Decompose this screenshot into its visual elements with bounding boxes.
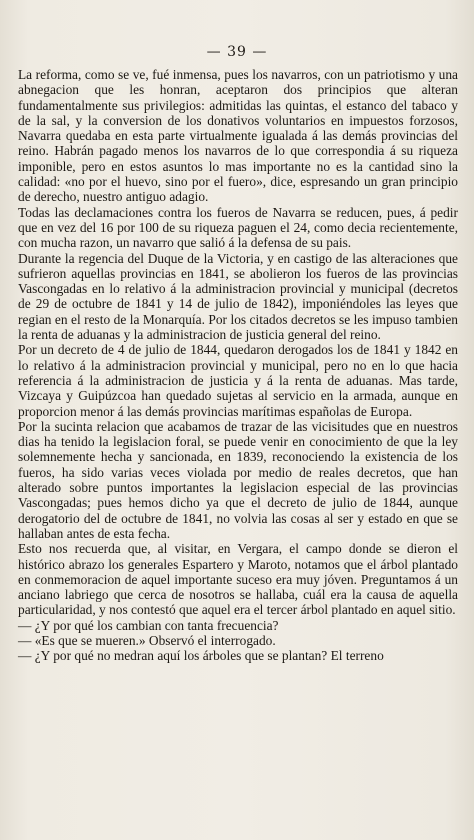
paragraph-5: Por la sucinta relacion que acabamos de trazar de las vicisitudes que en nuestros dias ha tenido la legislacion foral, se puede venir en conocimiento de que la ley solemnemente hecha y sancionada, en 1839, reconociendo la existencia de los fueros, ha sido varias veces violada por medio de reales decretos, que han alterado sobre puntos importantes la legislacion especial de las provincias Vascongadas; pues hemos dicho ya que el decreto de julio de 1844, aunque derogatorio del de octubre de 1841, no volvia las cosas al ser y estado en que se hallaban antes de esta fecha. <box>18 418 458 541</box>
paragraph-1: La reforma, como se ve, fué inmensa, pues los navarros, con un patriotismo y una abnegacion que les honran, aceptaron dos principios que alteran fundamentalmente sus privilegios: admitidas las quintas, el estanco del tabaco y de la sal, y la conversion de los donativos voluntarios en impuestos forzosos, Navarra quedaba en esta parte virtualmente igualada á las demás provincias del reino. Habrán pagado menos los navarros de lo que correspondia á su riqueza imponible, pero en estos asuntos lo mas importante no es la cantidad sino la calidad: «no por el huevo, sino por el fuero», dice, espresando un gran principio de derecho, nuestro antiguo adagio. <box>18 67 458 205</box>
dialog-line-1: — ¿Y por qué los cambian con tanta frecuencia? <box>18 617 279 633</box>
dialog-line-3: — ¿Y por qué no medran aquí los árboles que se plantan? El terreno <box>18 648 384 664</box>
page-number: — 39 — <box>206 44 268 60</box>
body-text <box>18 67 458 664</box>
paragraph-6: Esto nos recuerda que, al visitar, en Vergara, el campo donde se dieron el histórico abrazo los generales Espartero y Maroto, notamos que el árbol plantado en conmemoracion de aquel importante suceso era muy jóven. Preguntamos á un anciano labriego que cerca de nosotros se hallaba, cuál era la causa de aquella particularidad, y nos contestó que aquel era el tercer árbol plantado en aquel sitio. <box>18 541 458 618</box>
paragraph-2: Todas las declamaciones contra los fueros de Navarra se reducen, pues, á pedir que en vez del 16 por 100 de su riqueza paguen el 24, como decia recientemente, con mucha razon, un navarro que salió á la defensa de su pais. <box>18 204 458 251</box>
dialog-line-2: — «Es que se mueren.» Observó el interrogado. <box>18 632 276 648</box>
paragraph-3: Durante la regencia del Duque de la Victoria, y en castigo de las alteraciones que sufrieron aquellas provincias en 1841, se abolieron los fueros de las provincias Vascongadas en lo relativo á la administracion provincial y municipal (decretos de 29 de octubre de 1841 y 14 de julio de 1842), imponiéndoles las leyes que regian en el resto de la Monarquía. Por los citados decretos se les impuso tambien la renta de aduanas y la administracion de justicia general del reino. <box>18 250 458 343</box>
paragraph-4: Por un decreto de 4 de julio de 1844, quedaron derogados los de 1841 y 1842 en lo relativo á la administracion provincial y municipal, pero no en lo que hacia referencia á la administracion de justicia y á la renta de aduanas. Mas tarde, Vizcaya y Guipúzcoa han quedado sujetas al servicio en la armada, aunque en proporcion menor á las demás provincias marítimas españolas de Europa. <box>18 342 458 419</box>
